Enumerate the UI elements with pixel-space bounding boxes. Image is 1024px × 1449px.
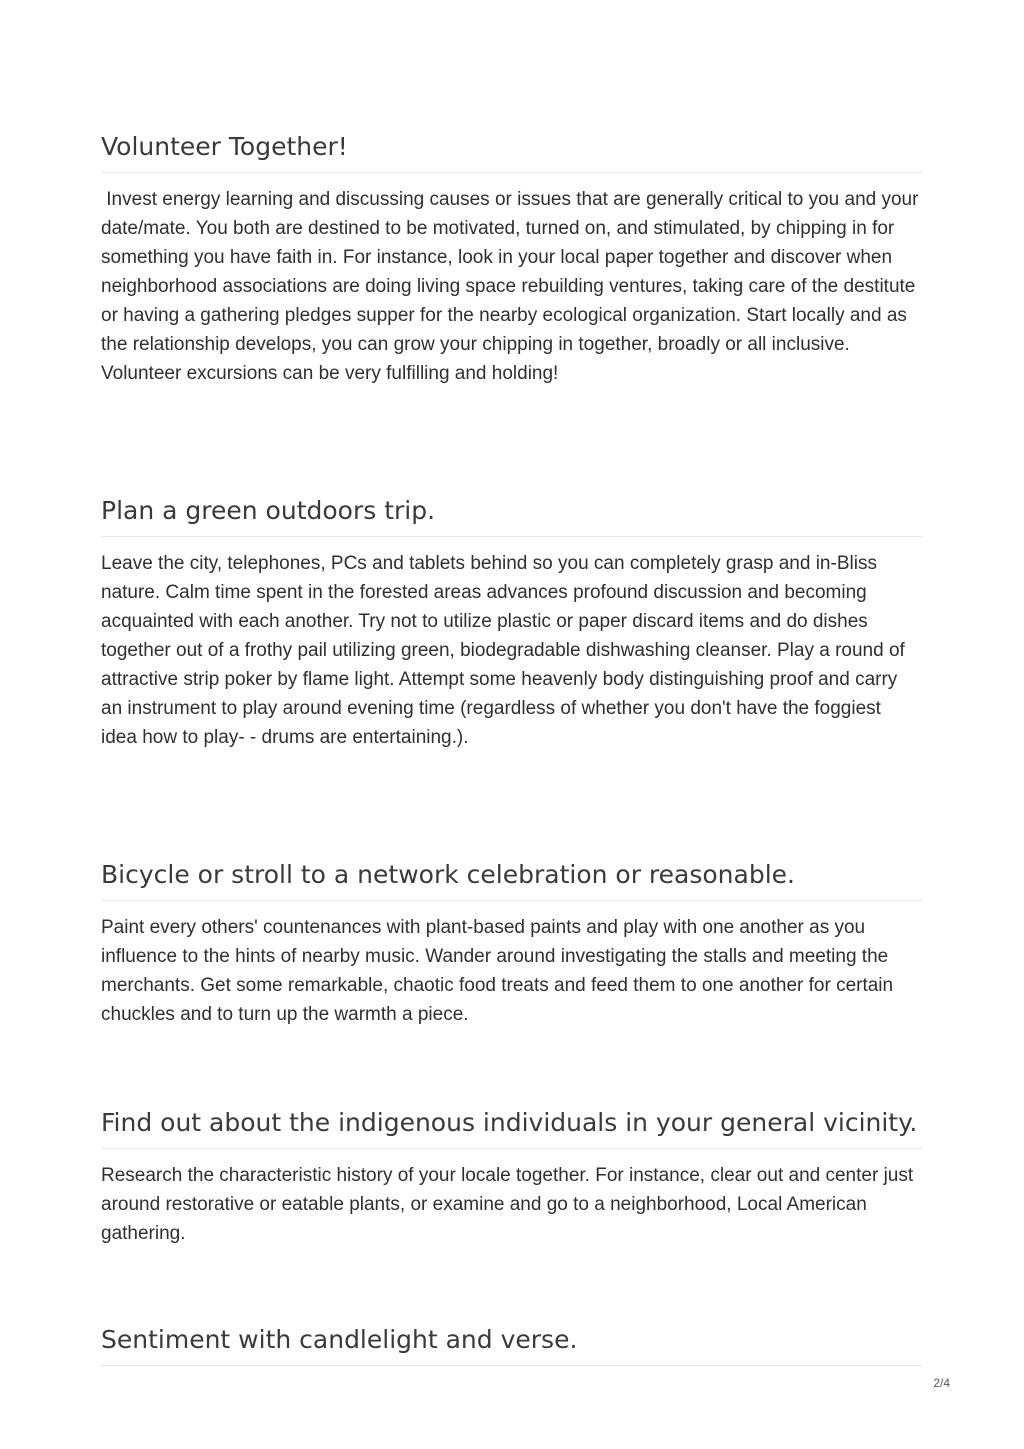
section-body: Paint every others' countenances with plant-based paints and play with one another as you influence to the hints of nearby music. Wander around investigating the stalls and meeting the merchants. Get some remarkable, chaotic food treats and feed them to one another for certain chuckles and to turn up the warmth a piece. (101, 917, 899, 1025)
section-network-celebration (101, 858, 922, 1029)
section-heading: Find out about the indigenous individuals in your general vicinity. (101, 1106, 922, 1149)
section-heading: Plan a green outdoors trip. (101, 494, 922, 537)
page-number: 2/4 (933, 1376, 950, 1390)
section-body: Invest energy learning and discussing causes or issues that are generally critical to you and your date/mate. You both are destined to be motivated, turned on, and stimulated, by chipping in for something you have faith in. For instance, look in your local paper together and discover when neighborhood associations are doing living space rebuilding ventures, taking care of the destitute or having a gathering pledges supper for the nearby ecological organization. Start locally and as the relationship develops, you can grow your chipping in together, broadly or all inclusive. Volunteer excursions can be very fulfilling and holding! (101, 189, 924, 384)
section-candlelight-and-verse (101, 1323, 922, 1366)
section-heading: Bicycle or stroll to a network celebration or reasonable. (101, 858, 922, 901)
section-heading: Volunteer Together! (101, 130, 922, 173)
section-body: Research the characteristic history of your locale together. For instance, clear out and center just around restorative or eatable plants, or examine and go to a neighborhood, Local American gathering. (101, 1165, 919, 1244)
section-volunteer-together (101, 130, 922, 388)
section-body: Leave the city, telephones, PCs and tablets behind so you can completely grasp and in-Bliss nature. Calm time spent in the forested areas advances profound discussion and becoming acquainted with each another. Try not to utilize plastic or paper discard items and do dishes together out of a frothy pail utilizing green, biodegradable dishwashing cleanser. Play a round of attractive strip poker by flame light. Attempt some heavenly body distinguishing proof and carry an instrument to play around evening time (regardless of whether you don't have the foggiest idea how to play- - drums are entertaining.). (101, 553, 911, 748)
section-heading: Sentiment with candlelight and verse. (101, 1323, 922, 1366)
section-green-outdoors-trip (101, 494, 922, 752)
section-indigenous-individuals (101, 1106, 922, 1248)
